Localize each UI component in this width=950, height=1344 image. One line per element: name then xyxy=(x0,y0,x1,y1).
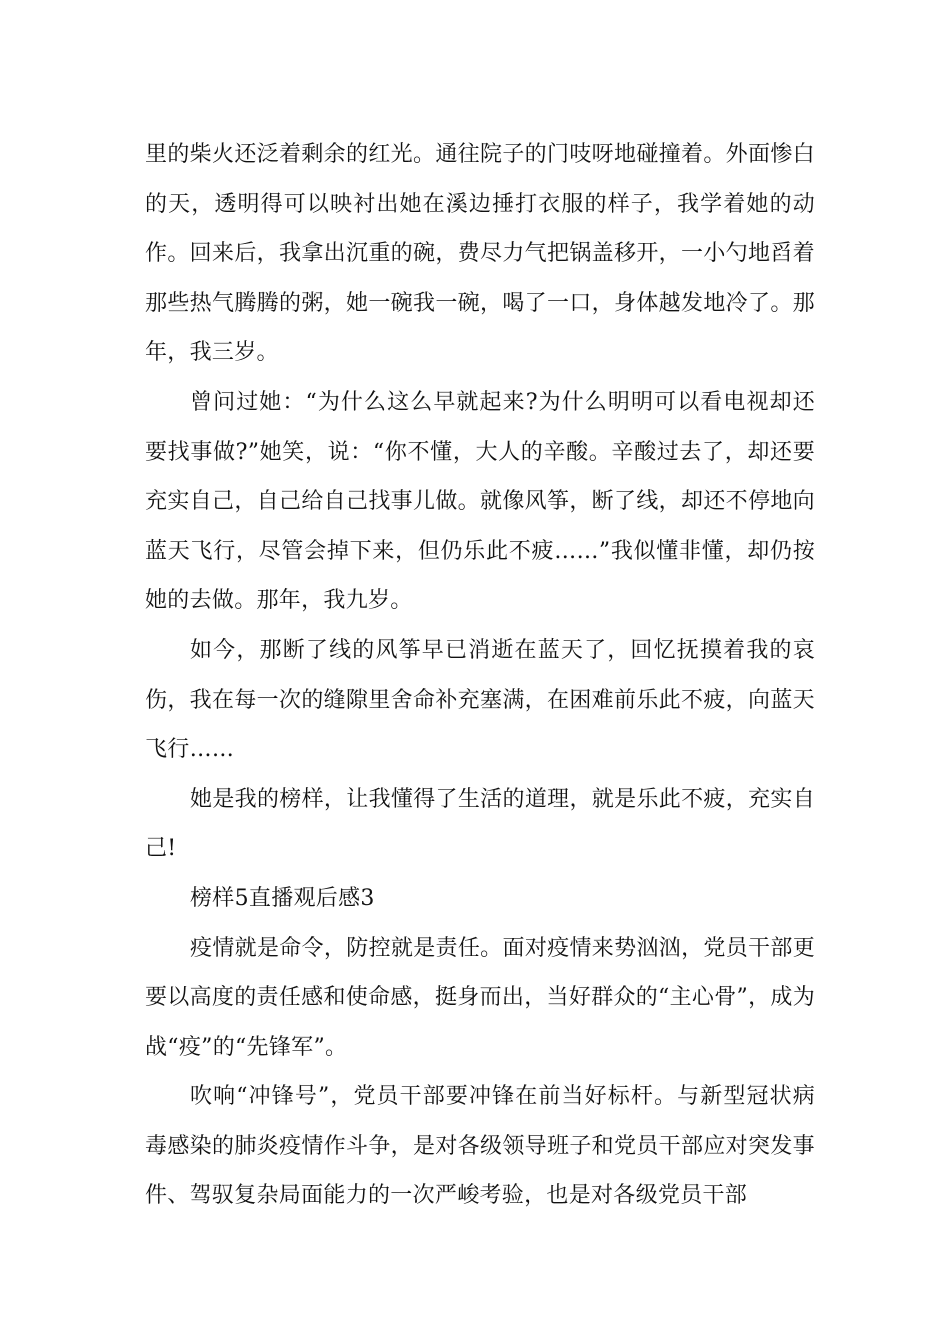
paragraph-asked-her: 曾问过她：“为什么这么早就起来?为什么明明可以看电视却还要找事做?”她笑，说：“你不懂，大人的辛酸。辛酸过去了，却还要充实自己，自己给自己找事儿做。就像风筝，断了线，却还不停地向蓝天飞行，尽管会掉下来，但仍乐此不疲……”我似懂非懂，却仍按她的去做。那年，我九岁。 xyxy=(145,389,815,614)
paragraph-epidemic-command: 疫情就是命令，防控就是责任。面对疫情来势汹汹，党员干部更要以高度的责任感和使命感，挺身而出，当好群众的“主心骨”，成为战“疫”的“先锋军”。 xyxy=(145,935,815,1060)
paragraph-role-model: 她是我的榜样，让我懂得了生活的道理，就是乐此不疲，充实自己! xyxy=(145,786,815,862)
paragraph-charge-bugle: 吹响“冲锋号”，党员干部要冲锋在前当好标杆。与新型冠状病毒感染的肺炎疫情作斗争，是对各级领导班子和党员干部应对突发事件、驾驭复杂局面能力的一次严峻考验，也是对各级党员干部 xyxy=(145,1084,815,1209)
section-heading: 榜样5直播观后感3 xyxy=(190,885,375,911)
document-page xyxy=(145,130,815,1221)
paragraph-continuation: 里的柴火还泛着剩余的红光。通往院子的门吱呀地碰撞着。外面惨白的天，透明得可以映衬出她在溪边捶打衣服的样子，我学着她的动作。回来后，我拿出沉重的碗，费尽力气把锅盖移开，一小勺地舀着那些热气腾腾的粥，她一碗我一碗，喝了一口，身体越发地冷了。那年，我三岁。 xyxy=(145,142,815,366)
paragraph-kite: 如今，那断了线的风筝早已消逝在蓝天了，回忆抚摸着我的哀伤，我在每一次的缝隙里舍命补充塞满，在困难前乐此不疲，向蓝天飞行…… xyxy=(145,637,815,763)
